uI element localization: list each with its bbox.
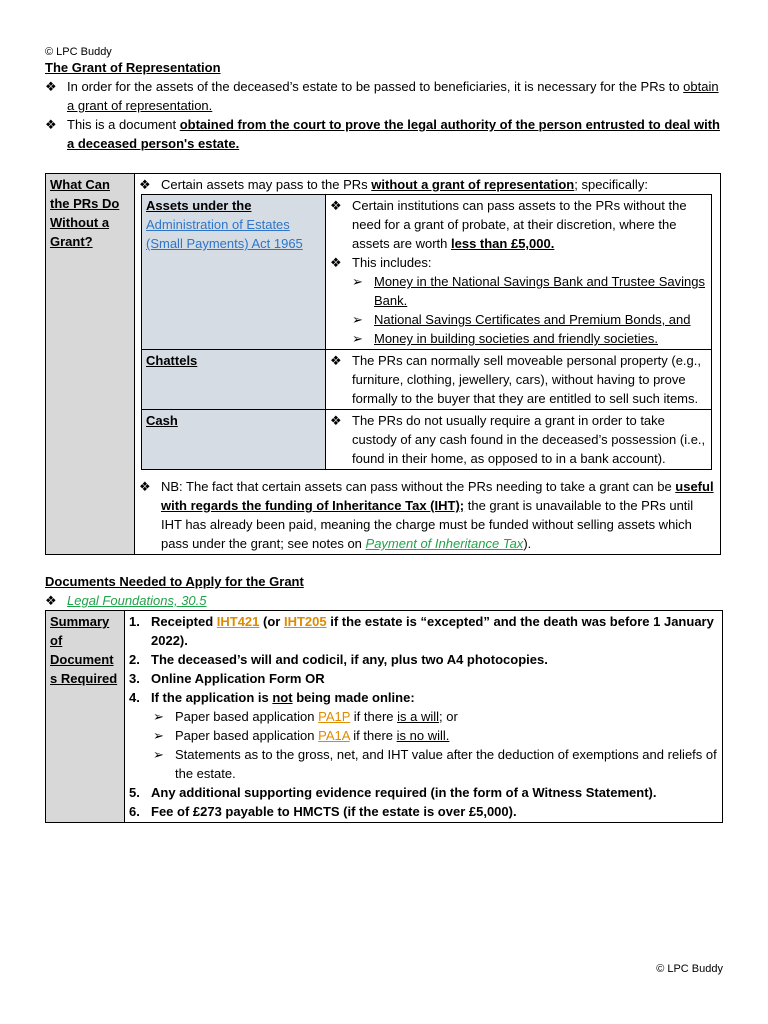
doc-item-5: 5. Any additional supporting evidence required (in the form of a Witness Statement). <box>129 785 657 800</box>
doc-subitem-statements: ➢ Statements as to the gross, net, and IHT value after the deduction of exemptions and reliefs of the estate. <box>153 747 717 781</box>
row-small-payments: Assets under the Administration of Estates (Small Payments) Act 1965 ❖ Certain institutions can pass assets to the PRs without the need for a grant of probate, at their discretion, where the assets are worth less than £5,000. ❖ This includes: ➢ Money in the National Savings Bank and Trustee Savings Bank. ➢ National Savings Certificates and Premium Bonds, and ➢ Money in building societies and friendly societies. <box>142 195 712 350</box>
doc-subitem-pa1p: ➢ Paper based application PA1P if there is a will; or <box>153 709 458 724</box>
arrow-bullet-icon: ➢ <box>153 709 164 724</box>
doc-item-4: 4. If the application is not being made online: <box>129 690 415 705</box>
side-label-documents: Summary of Document s Required <box>46 611 125 823</box>
documents-required-table <box>45 610 723 823</box>
iht205-link[interactable]: IHT205 <box>283 614 327 629</box>
bullet-grant-2: ❖ This is a document obtained from the court to prove the legal authority of the person entrusted to deal with a deceased person's estate. <box>45 117 720 151</box>
asset-types-table <box>141 194 712 470</box>
diamond-bullet-icon: ❖ <box>45 79 57 94</box>
doc-subitem-pa1a: ➢ Paper based application PA1A if there is no will. <box>153 728 450 743</box>
payment-of-iht-link[interactable]: Payment of Inheritance Tax <box>365 536 524 551</box>
legal-foundations-link[interactable]: Legal Foundations, 30.5 <box>67 593 207 608</box>
bullet-grant-1: ❖ In order for the assets of the deceased’s estate to be passed to beneficiaries, it is necessary for the PRs to obtain a grant of representation. <box>45 79 719 113</box>
iht421-link[interactable]: IHT421 <box>216 614 260 629</box>
arrow-bullet-icon: ➢ <box>153 728 164 743</box>
legal-foundations-ref <box>45 591 725 610</box>
diamond-bullet-icon: ❖ <box>330 413 342 428</box>
doc-item-2: 2. The deceased’s will and codicil, if any, plus two A4 photocopies. <box>129 652 548 667</box>
diamond-bullet-icon: ❖ <box>330 198 342 213</box>
diamond-bullet-icon: ❖ <box>330 255 342 270</box>
document-page <box>45 46 725 823</box>
diamond-bullet-icon: ❖ <box>139 479 151 494</box>
copyright-header: © LPC Buddy <box>45 46 112 58</box>
doc-item-6: 6. Fee of £273 payable to HMCTS (if the estate is over £5,000). <box>129 804 517 819</box>
arrow-bullet-icon: ➢ <box>352 274 363 289</box>
diamond-bullet-icon: ❖ <box>330 353 342 368</box>
without-grant-table <box>45 173 721 555</box>
arrow-bullet-icon: ➢ <box>153 747 164 762</box>
arrow-bullet-icon: ➢ <box>352 312 363 327</box>
copyright-footer: © LPC Buddy <box>656 963 723 975</box>
nb-bullet: ❖ NB: The fact that certain assets can pass without the PRs needing to take a grant can be useful with regards the funding of Inheritance Tax (IHT); the grant is unavailable to the PRs until IHT has already been paid, meaning the charge must be funded without selling assets which pass under the grant; see notes on Payment of Inheritance Tax). <box>139 479 714 551</box>
diamond-bullet-icon: ❖ <box>139 177 151 192</box>
doc-item-3: 3. Online Application Form OR <box>129 671 325 686</box>
section-title-grant: The Grant of Representation <box>45 60 221 75</box>
small-payments-act-link[interactable]: Administration of Estates (Small Payments) Act 1965 <box>146 217 303 251</box>
doc-item-1: 1. Receipted IHT421 (or IHT205 if the estate is “excepted” and the death was before 1 January 2022). <box>129 614 714 648</box>
row-chattels: Chattels ❖ The PRs can normally sell moveable personal property (e.g., furniture, clothing, jewellery, cars), without having to prove formally to the buyer that they are entitled to sell such items. <box>142 350 712 410</box>
diamond-bullet-icon: ❖ <box>45 593 57 608</box>
row-cash: Cash ❖ The PRs do not usually require a grant in order to take custody of any cash found in the deceased’s possession (i.e., found in their home, as opposed to in a bank account). <box>142 410 712 470</box>
side-label-without-grant: What Can the PRs Do Without a Grant? <box>46 174 135 555</box>
arrow-bullet-icon: ➢ <box>352 331 363 346</box>
intro-bullet: ❖ Certain assets may pass to the PRs without a grant of representation; specifically: <box>139 177 648 192</box>
diamond-bullet-icon: ❖ <box>45 117 57 132</box>
pa1p-link[interactable]: PA1P <box>318 709 351 724</box>
pa1a-link[interactable]: PA1A <box>318 728 350 743</box>
section-title-documents: Documents Needed to Apply for the Grant <box>45 574 304 589</box>
